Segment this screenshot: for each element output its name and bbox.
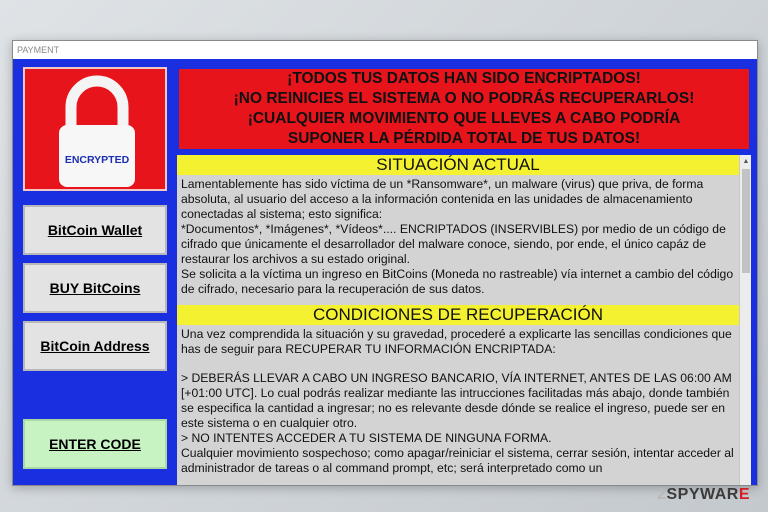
warning-line: ¡CUALQUIER MOVIMIENTO QUE LLEVES A CABO PODRÍA xyxy=(247,110,681,127)
payment-window xyxy=(12,40,758,486)
window-title: PAYMENT xyxy=(13,41,757,59)
vertical-scrollbar[interactable] xyxy=(739,155,751,485)
ransom-content xyxy=(13,59,757,485)
sidebar xyxy=(23,67,167,191)
lock-panel xyxy=(23,67,167,191)
section-heading-situacion: SITUACIÓN ACTUAL xyxy=(177,155,739,175)
warning-banner xyxy=(177,67,751,151)
watermark-main: SPYWAR xyxy=(666,486,739,503)
paragraph: Una vez comprendida la situación y su gravedad, procederé a explicarte las sencillas condiciones que has de seguir para RECUPERAR TU INFORMACIÓN ENCRIPTADA: xyxy=(181,327,732,356)
paragraph: *Documentos*, *Imágenes*, *Vídeos*.... ENCRIPTADOS (INSERVIBLES) por medio de un código de cifrado que únicamente el desarrollador del malware conoce, siendo, por ende, el único capáz de restaurar los archivos a su estado original. xyxy=(181,222,726,266)
warning-line: ¡TODOS TUS DATOS HAN SIDO ENCRIPTADOS! xyxy=(287,70,641,87)
section-heading-condiciones: CONDICIONES DE RECUPERACIÓN xyxy=(177,305,739,325)
paragraph: Lamentablemente has sido víctima de un *Ransomware*, un malware (virus) que priva, de forma absoluta, al usuario del acceso a la información contenida en las unidades de almacenamiento conectadas al sistema; esto significa: xyxy=(181,177,704,221)
paragraph: > NO INTENTES ACCEDER A TU SISTEMA DE NINGUNA FORMA. xyxy=(181,431,552,445)
paragraph: Se solicita a la víctima un ingreso en BitCoins (Moneda no rastreable) vía internet a cambio del código de cifrado, necesario para la recuperación de sus datos. xyxy=(181,267,734,296)
paragraph-spacer xyxy=(181,357,735,371)
info-panel[interactable] xyxy=(177,155,751,485)
watermark-logo xyxy=(657,486,750,504)
watermark-suffix: E xyxy=(738,486,750,503)
warning-line: ¡NO REINICIES EL SISTEMA O NO PODRÁS RECUPERARLOS! xyxy=(233,90,695,107)
paragraph: > DEBERÁS LLEVAR A CABO UN INGRESO BANCARIO, VÍA INTERNET, ANTES DE LAS 06:00 AM [+01:00 UTC]. Lo cual podrás realizar mediante las intrucciones facilitadas más abajo, donde también se especifica la cantidad a ingresar; no es relevante desde dónde se realice el ingreso, puede ser en este sistema o en cualquier otro. xyxy=(181,371,732,430)
main-area xyxy=(177,67,751,485)
scroll-thumb[interactable] xyxy=(742,169,750,273)
watermark-prefix: 2 xyxy=(657,486,667,503)
padlock-icon xyxy=(55,75,139,189)
lock-label: ENCRYPTED xyxy=(64,154,130,166)
bitcoin-wallet-button[interactable]: BitCoin Wallet xyxy=(23,205,167,255)
warning-line: SUPONER LA PÉRDIDA TOTAL DE TUS DATOS! xyxy=(287,130,641,147)
enter-code-button[interactable]: ENTER CODE xyxy=(23,419,167,469)
paragraph: Cualquier movimiento sospechoso; como apagar/reiniciar el sistema, cerrar sesión, intentar acceder al administrador de tareas o al command prompt, etc; será interpretado como un xyxy=(181,446,734,475)
section-body-condiciones xyxy=(177,325,739,478)
bitcoin-address-button[interactable]: BitCoin Address xyxy=(23,321,167,371)
buy-bitcoins-button[interactable]: BUY BitCoins xyxy=(23,263,167,313)
scroll-up-arrow-icon[interactable]: ▲ xyxy=(742,157,750,165)
section-body-situacion xyxy=(177,175,739,299)
